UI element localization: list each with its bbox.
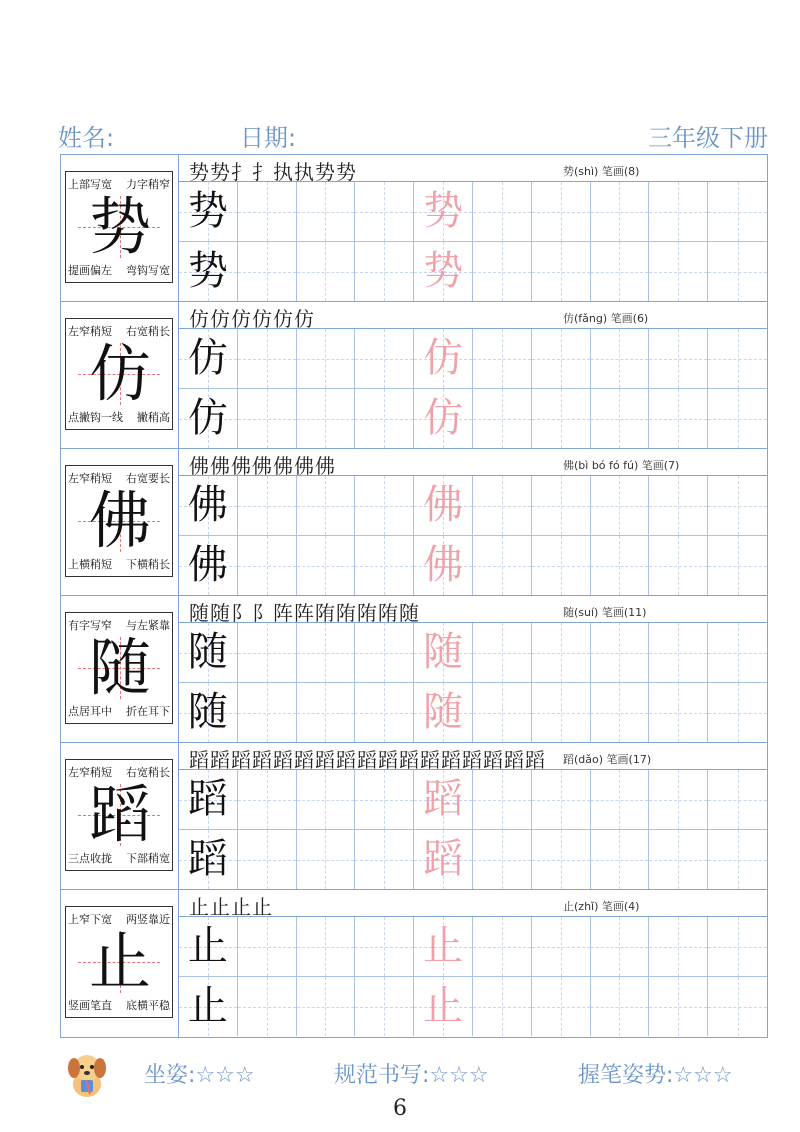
writing-cell[interactable] bbox=[355, 329, 414, 388]
practice-row bbox=[179, 536, 767, 595]
practice-row bbox=[179, 476, 767, 536]
writing-cell[interactable] bbox=[238, 830, 297, 889]
writing-cell[interactable] bbox=[591, 476, 650, 535]
trace-character: 蹈 bbox=[423, 836, 464, 882]
writing-rating: 规范书写:☆☆☆ bbox=[334, 1063, 489, 1088]
practice-row bbox=[179, 389, 767, 448]
writing-cell[interactable] bbox=[532, 770, 591, 829]
writing-cell[interactable] bbox=[591, 536, 650, 595]
model-character: 止 bbox=[88, 925, 151, 998]
character-block bbox=[61, 743, 767, 890]
writing-cell[interactable] bbox=[238, 242, 297, 301]
writing-cell[interactable] bbox=[649, 182, 708, 241]
writing-cell[interactable] bbox=[414, 536, 473, 595]
writing-cell[interactable] bbox=[414, 683, 473, 742]
example-character: 止 bbox=[187, 923, 228, 969]
model-panel bbox=[61, 155, 179, 301]
writing-cell[interactable] bbox=[238, 389, 297, 448]
writing-cell[interactable] bbox=[649, 242, 708, 301]
pinyin-stroke-count: 佛(bì bó fó fú) 笔画(7) bbox=[563, 459, 680, 472]
writing-cell[interactable] bbox=[532, 830, 591, 889]
writing-cell[interactable] bbox=[649, 977, 708, 1036]
stroke-order-row bbox=[179, 596, 767, 623]
writing-cell[interactable] bbox=[179, 917, 238, 976]
writing-tip: 左窄稍短 bbox=[68, 325, 112, 338]
writing-cell[interactable] bbox=[414, 242, 473, 301]
writing-cell[interactable] bbox=[591, 770, 650, 829]
writing-cell[interactable] bbox=[238, 623, 297, 682]
writing-cell[interactable] bbox=[414, 389, 473, 448]
pinyin-stroke-count: 势(shì) 笔画(8) bbox=[563, 165, 640, 178]
pinyin-stroke-count: 仿(fǎng) 笔画(6) bbox=[563, 312, 649, 325]
writing-cell[interactable] bbox=[238, 182, 297, 241]
writing-tip: 上窄下宽 bbox=[68, 913, 112, 926]
stroke-sequence: 蹈蹈蹈蹈蹈蹈蹈蹈蹈蹈蹈蹈蹈蹈蹈蹈蹈 bbox=[189, 748, 546, 772]
writing-cell[interactable] bbox=[179, 389, 238, 448]
writing-tip: 右宽稍长 bbox=[126, 325, 170, 338]
example-character: 蹈 bbox=[187, 836, 228, 882]
stroke-sequence: 势势扌扌执执势势 bbox=[189, 160, 357, 184]
writing-cell[interactable] bbox=[532, 329, 591, 388]
example-character: 蹈 bbox=[187, 776, 228, 822]
trace-character: 仿 bbox=[423, 395, 464, 441]
writing-cell[interactable] bbox=[649, 683, 708, 742]
writing-cell[interactable] bbox=[179, 182, 238, 241]
model-panel bbox=[61, 890, 179, 1037]
writing-cell[interactable] bbox=[649, 476, 708, 535]
writing-cell[interactable] bbox=[473, 683, 532, 742]
writing-cell[interactable] bbox=[179, 242, 238, 301]
model-character: 随 bbox=[88, 631, 151, 704]
example-character: 佛 bbox=[187, 542, 228, 588]
writing-cell[interactable] bbox=[238, 917, 297, 976]
character-block bbox=[61, 302, 767, 449]
character-block bbox=[61, 155, 767, 302]
writing-cell[interactable] bbox=[473, 329, 532, 388]
writing-tip: 提画偏左 bbox=[68, 264, 112, 277]
model-character: 仿 bbox=[88, 337, 151, 410]
writing-tip: 有字写窄 bbox=[68, 619, 112, 632]
example-character: 势 bbox=[187, 248, 228, 294]
writing-cell[interactable] bbox=[355, 536, 414, 595]
writing-cell[interactable] bbox=[649, 830, 708, 889]
writing-cell[interactable] bbox=[179, 770, 238, 829]
writing-cell[interactable] bbox=[238, 536, 297, 595]
writing-cell[interactable] bbox=[355, 389, 414, 448]
stroke-sequence: 佛佛佛佛佛佛佛 bbox=[189, 454, 336, 478]
grip-rating: 握笔姿势:☆☆☆ bbox=[578, 1063, 733, 1088]
writing-tip: 与左紧靠 bbox=[126, 619, 170, 632]
writing-cell[interactable] bbox=[238, 977, 297, 1036]
writing-cell[interactable] bbox=[708, 977, 767, 1036]
writing-cell[interactable] bbox=[473, 917, 532, 976]
writing-cell[interactable] bbox=[355, 182, 414, 241]
example-character: 仿 bbox=[187, 395, 228, 441]
writing-tip: 底横平稳 bbox=[126, 999, 170, 1012]
writing-tip: 两竖靠近 bbox=[126, 913, 170, 926]
writing-cell[interactable] bbox=[414, 182, 473, 241]
writing-tip: 撇稍高 bbox=[137, 411, 170, 424]
trace-character: 随 bbox=[423, 629, 464, 675]
writing-cell[interactable] bbox=[473, 770, 532, 829]
writing-cell[interactable] bbox=[297, 182, 356, 241]
stroke-order-row bbox=[179, 155, 767, 182]
writing-cell[interactable] bbox=[708, 389, 767, 448]
writing-cell[interactable] bbox=[297, 476, 356, 535]
writing-cell[interactable] bbox=[708, 536, 767, 595]
writing-cell[interactable] bbox=[238, 476, 297, 535]
writing-cell[interactable] bbox=[297, 977, 356, 1036]
model-character-box bbox=[65, 465, 173, 577]
trace-character: 仿 bbox=[423, 335, 464, 381]
writing-cell[interactable] bbox=[473, 536, 532, 595]
writing-cell[interactable] bbox=[414, 830, 473, 889]
writing-cell[interactable] bbox=[649, 917, 708, 976]
writing-cell[interactable] bbox=[414, 917, 473, 976]
stroke-order-row bbox=[179, 890, 767, 917]
grade-label: 三年级下册 bbox=[648, 124, 768, 152]
pinyin-stroke-count: 随(suí) 笔画(11) bbox=[563, 606, 647, 619]
writing-cell[interactable] bbox=[297, 536, 356, 595]
model-character: 蹈 bbox=[88, 778, 151, 851]
writing-cell[interactable] bbox=[591, 917, 650, 976]
pinyin-stroke-count: 止(zhǐ) 笔画(4) bbox=[563, 900, 640, 913]
writing-tip: 点撇钩一线 bbox=[68, 411, 123, 424]
posture-rating: 坐姿:☆☆☆ bbox=[144, 1063, 255, 1088]
writing-tip: 上部写宽 bbox=[68, 178, 112, 191]
writing-cell[interactable] bbox=[238, 770, 297, 829]
model-panel bbox=[61, 449, 179, 595]
stroke-sequence: 止止止止 bbox=[189, 895, 273, 919]
rating-footer bbox=[0, 1050, 800, 1100]
writing-cell[interactable] bbox=[355, 683, 414, 742]
writing-cell[interactable] bbox=[297, 770, 356, 829]
writing-cell[interactable] bbox=[414, 977, 473, 1036]
writing-cell[interactable] bbox=[414, 329, 473, 388]
writing-cell[interactable] bbox=[355, 917, 414, 976]
trace-character: 势 bbox=[423, 248, 464, 294]
practice-row bbox=[179, 917, 767, 977]
character-block bbox=[61, 890, 767, 1037]
practice-row bbox=[179, 683, 767, 742]
writing-tip: 右宽要长 bbox=[126, 472, 170, 485]
character-block bbox=[61, 596, 767, 743]
writing-tip: 右宽稍长 bbox=[126, 766, 170, 779]
writing-cell[interactable] bbox=[297, 329, 356, 388]
writing-cell[interactable] bbox=[708, 917, 767, 976]
model-panel bbox=[61, 743, 179, 889]
writing-cell[interactable] bbox=[532, 182, 591, 241]
writing-cell[interactable] bbox=[532, 623, 591, 682]
writing-cell[interactable] bbox=[179, 830, 238, 889]
writing-tip: 点居耳中 bbox=[68, 705, 112, 718]
writing-cell[interactable] bbox=[532, 683, 591, 742]
writing-tip: 折在耳下 bbox=[126, 705, 170, 718]
model-character: 佛 bbox=[88, 484, 151, 557]
writing-cell[interactable] bbox=[473, 977, 532, 1036]
practice-row bbox=[179, 242, 767, 301]
writing-cell[interactable] bbox=[355, 830, 414, 889]
writing-cell[interactable] bbox=[355, 476, 414, 535]
writing-tip: 竖画笔直 bbox=[68, 999, 112, 1012]
writing-cell[interactable] bbox=[532, 917, 591, 976]
practice-row bbox=[179, 977, 767, 1036]
character-block bbox=[61, 449, 767, 596]
pinyin-stroke-count: 蹈(dǎo) 笔画(17) bbox=[563, 753, 652, 766]
writing-tip: 左窄稍短 bbox=[68, 472, 112, 485]
writing-cell[interactable] bbox=[473, 182, 532, 241]
trace-character: 佛 bbox=[423, 482, 464, 528]
model-character: 势 bbox=[88, 190, 151, 263]
writing-cell[interactable] bbox=[473, 389, 532, 448]
writing-cell[interactable] bbox=[532, 242, 591, 301]
date-label: 日期: bbox=[240, 124, 297, 152]
writing-cell[interactable] bbox=[238, 329, 297, 388]
writing-cell[interactable] bbox=[532, 536, 591, 595]
writing-cell[interactable] bbox=[708, 770, 767, 829]
writing-cell[interactable] bbox=[532, 476, 591, 535]
practice-sheet bbox=[60, 154, 768, 1038]
writing-cell[interactable] bbox=[297, 242, 356, 301]
example-character: 势 bbox=[187, 188, 228, 234]
trace-character: 蹈 bbox=[423, 776, 464, 822]
writing-cell[interactable] bbox=[591, 242, 650, 301]
worksheet-header bbox=[0, 118, 800, 158]
practice-row bbox=[179, 182, 767, 242]
writing-cell[interactable] bbox=[297, 389, 356, 448]
writing-cell[interactable] bbox=[708, 329, 767, 388]
writing-cell[interactable] bbox=[591, 623, 650, 682]
stroke-order-row bbox=[179, 449, 767, 476]
trace-character: 止 bbox=[423, 983, 464, 1029]
writing-tip: 下横稍长 bbox=[126, 558, 170, 571]
writing-cell[interactable] bbox=[473, 242, 532, 301]
writing-tip: 下部稍宽 bbox=[126, 852, 170, 865]
stroke-order-row bbox=[179, 743, 767, 770]
writing-cell[interactable] bbox=[591, 977, 650, 1036]
writing-tip: 左窄稍短 bbox=[68, 766, 112, 779]
writing-cell[interactable] bbox=[297, 683, 356, 742]
writing-cell[interactable] bbox=[473, 623, 532, 682]
trace-character: 势 bbox=[423, 188, 464, 234]
writing-tip: 弯钩写宽 bbox=[126, 264, 170, 277]
writing-cell[interactable] bbox=[591, 329, 650, 388]
writing-cell[interactable] bbox=[708, 182, 767, 241]
writing-cell[interactable] bbox=[414, 623, 473, 682]
model-character-box bbox=[65, 906, 173, 1018]
writing-cell[interactable] bbox=[591, 683, 650, 742]
writing-cell[interactable] bbox=[179, 683, 238, 742]
example-character: 随 bbox=[187, 689, 228, 735]
writing-cell[interactable] bbox=[649, 536, 708, 595]
writing-cell[interactable] bbox=[591, 389, 650, 448]
writing-cell[interactable] bbox=[708, 830, 767, 889]
writing-cell[interactable] bbox=[355, 623, 414, 682]
writing-cell[interactable] bbox=[179, 329, 238, 388]
stroke-sequence: 仿仿仿仿仿仿 bbox=[189, 307, 315, 331]
model-panel bbox=[61, 596, 179, 742]
writing-cell[interactable] bbox=[297, 623, 356, 682]
model-character-box bbox=[65, 318, 173, 430]
writing-cell[interactable] bbox=[473, 476, 532, 535]
writing-cell[interactable] bbox=[708, 242, 767, 301]
writing-cell[interactable] bbox=[532, 389, 591, 448]
stroke-sequence: 随随阝阝阵阵陏陏陏陏随 bbox=[189, 601, 420, 625]
writing-cell[interactable] bbox=[297, 830, 356, 889]
example-character: 仿 bbox=[187, 335, 228, 381]
stroke-order-row bbox=[179, 302, 767, 329]
writing-cell[interactable] bbox=[414, 476, 473, 535]
writing-cell[interactable] bbox=[355, 977, 414, 1036]
puppy-mascot-icon bbox=[60, 1050, 114, 1100]
writing-cell[interactable] bbox=[591, 182, 650, 241]
model-panel bbox=[61, 302, 179, 448]
practice-row bbox=[179, 623, 767, 683]
writing-cell[interactable] bbox=[649, 770, 708, 829]
writing-cell[interactable] bbox=[355, 770, 414, 829]
writing-cell[interactable] bbox=[355, 242, 414, 301]
writing-cell[interactable] bbox=[473, 830, 532, 889]
writing-cell[interactable] bbox=[532, 977, 591, 1036]
writing-cell[interactable] bbox=[179, 476, 238, 535]
trace-character: 止 bbox=[423, 923, 464, 969]
writing-tip: 三点收拢 bbox=[68, 852, 112, 865]
practice-row bbox=[179, 770, 767, 830]
writing-cell[interactable] bbox=[649, 389, 708, 448]
writing-cell[interactable] bbox=[591, 830, 650, 889]
writing-cell[interactable] bbox=[414, 770, 473, 829]
practice-row bbox=[179, 830, 767, 889]
example-character: 佛 bbox=[187, 482, 228, 528]
writing-cell[interactable] bbox=[179, 977, 238, 1036]
writing-cell[interactable] bbox=[649, 623, 708, 682]
writing-cell[interactable] bbox=[708, 623, 767, 682]
writing-tip: 力字稍窄 bbox=[126, 178, 170, 191]
trace-character: 随 bbox=[423, 689, 464, 735]
writing-cell[interactable] bbox=[649, 329, 708, 388]
trace-character: 佛 bbox=[423, 542, 464, 588]
name-label: 姓名: bbox=[58, 124, 115, 152]
example-character: 止 bbox=[187, 983, 228, 1029]
model-character-box bbox=[65, 612, 173, 724]
model-character-box bbox=[65, 171, 173, 283]
page-number: 6 bbox=[393, 1096, 407, 1121]
writing-cell[interactable] bbox=[708, 683, 767, 742]
writing-tip: 上横稍短 bbox=[68, 558, 112, 571]
writing-cell[interactable] bbox=[179, 623, 238, 682]
writing-cell[interactable] bbox=[708, 476, 767, 535]
example-character: 随 bbox=[187, 629, 228, 675]
writing-cell[interactable] bbox=[238, 683, 297, 742]
writing-cell[interactable] bbox=[179, 536, 238, 595]
writing-cell[interactable] bbox=[297, 917, 356, 976]
model-character-box bbox=[65, 759, 173, 871]
practice-row bbox=[179, 329, 767, 389]
